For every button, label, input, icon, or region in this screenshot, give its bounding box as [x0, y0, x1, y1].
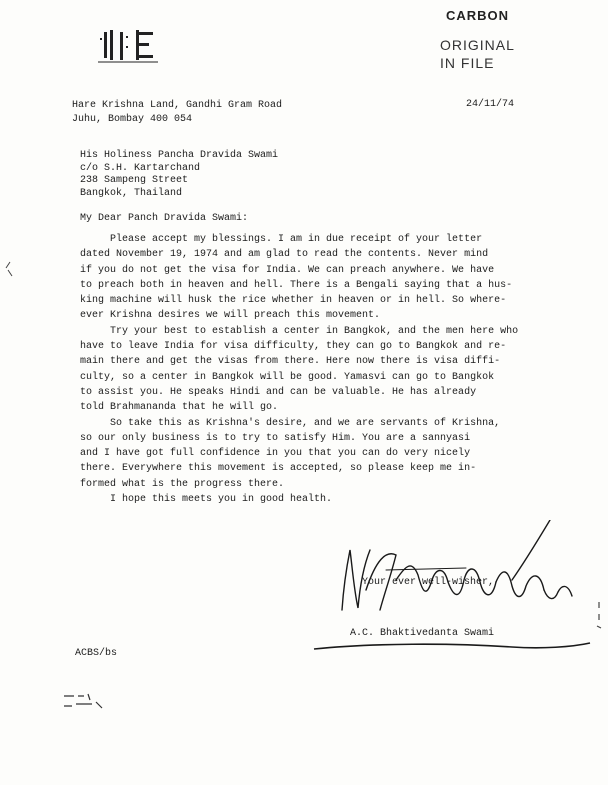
- original-stamp-line1: ORIGINAL: [440, 37, 515, 53]
- signature-name: A.C. Bhaktivedanta Swami: [350, 628, 495, 639]
- recipient-line3: 238 Sampeng Street: [80, 175, 189, 186]
- recipient-line4: Bangkok, Thailand: [80, 187, 183, 199]
- letter-body: [80, 232, 520, 507]
- signature-underline-icon: [312, 639, 592, 653]
- body-line: and I have got full confidence in you that you can do very nicely: [80, 448, 471, 460]
- body-line: formed what is the progress there.: [80, 478, 285, 490]
- body-line: ever Krishna desires we will preach this movement.: [80, 310, 381, 322]
- carbon-stamp: CARBON: [446, 8, 510, 23]
- sender-address: [72, 99, 282, 127]
- margin-mark-icon: [594, 600, 604, 630]
- body-line: culty, so a center in Bangkok will be good. Yamasvi can go to Bangkok: [80, 371, 495, 383]
- body-line: king machine will husk the rice whether in heaven or in hell. So where-: [80, 295, 507, 307]
- recipient-address: [80, 150, 278, 200]
- body-line: if you do not get the visa for India. We can preach anywhere. We have: [80, 264, 495, 276]
- body-line: told Brahmananda that he will go.: [80, 402, 279, 414]
- body-line: so our only business is to try to satisfy Him. You are a sannyasi: [80, 432, 471, 444]
- salutation: My Dear Panch Dravida Swami:: [80, 213, 249, 224]
- margin-tick-icon: [4, 256, 18, 278]
- letter-date: 24/11/74: [466, 99, 515, 110]
- body-line: dated November 19, 1974 and am glad to read the contents. Never mind: [80, 249, 489, 261]
- margin-scribble-icon: [62, 692, 122, 716]
- original-stamp-line2: IN FILE: [440, 55, 495, 71]
- body-line: I hope this meets you in good health.: [80, 494, 333, 506]
- body-line: to assist you. He speaks Hindi and can be valuable. He has already: [80, 386, 477, 398]
- closing: Your ever well-wisher,: [362, 577, 495, 588]
- body-line: have to leave India for visa difficulty, they can go to Bangkok and re-: [80, 341, 507, 353]
- recipient-line1: His Holiness Pancha Dravida Swami: [80, 150, 279, 161]
- sender-address-line1: Hare Krishna Land, Gandhi Gram Road: [72, 100, 283, 111]
- body-line: to preach both in heaven and hell. There is a Bengali saying that a hus-: [80, 279, 513, 291]
- body-line: Try your best to establish a center in Bangkok, and the men here who: [80, 325, 519, 337]
- letterhead-mark-icon: [96, 28, 166, 68]
- body-line: So take this as Krishna's desire, and we are servants of Krishna,: [80, 417, 501, 429]
- recipient-line2: c/o S.H. Kartarchand: [80, 162, 201, 174]
- body-line: Please accept my blessings. I am in due receipt of your letter: [80, 234, 483, 245]
- handwritten-signature-icon: [336, 520, 581, 615]
- sender-address-line2: Juhu, Bombay 400 054: [72, 114, 193, 125]
- reference-initials: ACBS/bs: [75, 648, 118, 659]
- body-line: main there and get the visas from there. Here now there is visa diffi-: [80, 356, 501, 368]
- original-in-file-stamp: [440, 36, 515, 72]
- body-line: there. Everywhere this movement is accepted, so please keep me in-: [80, 463, 477, 475]
